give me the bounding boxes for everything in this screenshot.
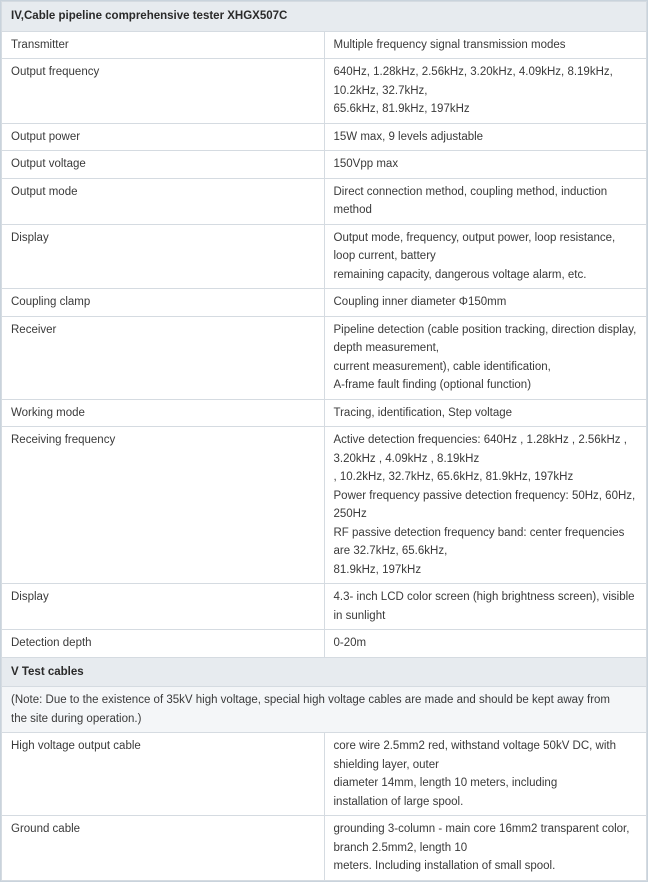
- note-line: (Note: Due to the existence of 35kV high voltage, special high voltage cables are made and should be kept away from: [11, 694, 610, 706]
- spec-label: Display: [2, 584, 325, 630]
- spec-label: Output voltage: [2, 151, 325, 179]
- spec-value-line: A-frame fault finding (optional function): [333, 379, 532, 391]
- spec-value: [324, 59, 647, 124]
- spec-label: Display: [2, 224, 325, 289]
- spec-row-display: [2, 584, 647, 630]
- spec-value-line: current measurement), cable identification,: [333, 360, 551, 373]
- spec-row-coupling-clamp: [2, 289, 647, 317]
- section-v-header: [2, 657, 647, 687]
- spec-row-output-voltage: [2, 151, 647, 179]
- spec-label: Ground cable: [2, 816, 325, 881]
- spec-value: [324, 427, 647, 584]
- spec-value-line: Active detection frequencies: 640Hz , 1.28kHz , 2.56kHz , 3.20kHz , 4.09kHz , 8.19kHz: [333, 434, 627, 465]
- spec-value: [324, 31, 647, 59]
- spec-value-line: Output mode, frequency, output power, loop resistance, loop current, battery: [333, 231, 616, 262]
- spec-label: Transmitter: [2, 31, 325, 59]
- spec-label: Output frequency: [2, 59, 325, 124]
- spec-table-body: [2, 2, 647, 881]
- spec-value-line: installation of large spool.: [333, 795, 464, 808]
- spec-value: [324, 224, 647, 289]
- spec-value-line: 150Vpp max: [333, 158, 399, 170]
- spec-value-line: meters. Including installation of small spool.: [333, 860, 556, 872]
- spec-table: [1, 1, 647, 881]
- spec-row-ground-cable: [2, 816, 647, 881]
- spec-row-receiver: [2, 316, 647, 399]
- spec-value-line: 4.3- inch LCD color screen (high brightness screen), visible in sunlight: [333, 591, 635, 622]
- spec-value: [324, 399, 647, 427]
- spec-row-output-power: [2, 123, 647, 151]
- spec-row-high-voltage-output-cable: [2, 733, 647, 816]
- spec-value-line: , 10.2kHz, 32.7kHz, 65.6kHz, 81.9kHz, 197kHz: [333, 471, 574, 483]
- spec-value: [324, 316, 647, 399]
- spec-row-transmitter: [2, 31, 647, 59]
- spec-value-line: Power frequency passive detection frequency: 50Hz, 60Hz, 250Hz: [333, 489, 636, 520]
- spec-label: High voltage output cable: [2, 733, 325, 816]
- spec-value-line: RF passive detection frequency band: center frequencies are 32.7kHz, 65.6kHz,: [333, 526, 625, 557]
- spec-label: Output mode: [2, 178, 325, 224]
- spec-value-line: Tracing, identification, Step voltage: [333, 406, 513, 419]
- spec-row-output-frequency: [2, 59, 647, 124]
- spec-label: Detection depth: [2, 630, 325, 658]
- spec-value-line: Coupling inner diameter Φ150mm: [333, 296, 507, 308]
- spec-row-output-mode: [2, 178, 647, 224]
- spec-value-line: Direct connection method, coupling method, induction method: [333, 185, 608, 216]
- spec-value-line: diameter 14mm, length 10 meters, including: [333, 777, 558, 789]
- spec-label: Receiving frequency: [2, 427, 325, 584]
- spec-value: [324, 123, 647, 151]
- spec-value: [324, 178, 647, 224]
- spec-value-line: remaining capacity, dangerous voltage alarm, etc.: [333, 268, 587, 281]
- spec-label: Receiver: [2, 316, 325, 399]
- spec-value-line: Pipeline detection (cable position tracking, direction display, depth measurement,: [333, 323, 637, 354]
- note-line: the site during operation.): [11, 712, 142, 725]
- spec-value: [324, 816, 647, 881]
- spec-value-line: core wire 2.5mm2 red, withstand voltage 50kV DC, with shielding layer, outer: [333, 740, 617, 771]
- spec-value-line: grounding 3-column - main core 16mm2 transparent color, branch 2.5mm2, length 10: [333, 823, 630, 854]
- spec-value-line: 0-20m: [333, 637, 367, 649]
- spec-value-line: 15W max, 9 levels adjustable: [333, 130, 484, 143]
- section-iv-title: IV,Cable pipeline comprehensive tester XHGX507C: [2, 2, 647, 32]
- section-v-note: [2, 687, 647, 733]
- spec-row-working-mode: [2, 399, 647, 427]
- section-v-note-row: [2, 687, 647, 733]
- spec-value: [324, 584, 647, 630]
- spec-value-line: 65.6kHz, 81.9kHz, 197kHz: [333, 103, 470, 115]
- spec-label: Output power: [2, 123, 325, 151]
- spec-value: [324, 630, 647, 658]
- spec-row-display: [2, 224, 647, 289]
- spec-value-line: 81.9kHz, 197kHz: [333, 563, 422, 576]
- section-iv-header: [2, 2, 647, 32]
- spec-label: Coupling clamp: [2, 289, 325, 317]
- spec-value: [324, 733, 647, 816]
- spec-value: [324, 289, 647, 317]
- spec-row-detection-depth: [2, 630, 647, 658]
- spec-value-line: Multiple frequency signal transmission modes: [333, 38, 566, 51]
- spec-value: [324, 151, 647, 179]
- spec-value-line: 640Hz, 1.28kHz, 2.56kHz, 3.20kHz, 4.09kHz, 8.19kHz, 10.2kHz, 32.7kHz,: [333, 66, 613, 97]
- spec-row-receiving-frequency: [2, 427, 647, 584]
- spec-label: Working mode: [2, 399, 325, 427]
- section-v-title: V Test cables: [2, 657, 647, 687]
